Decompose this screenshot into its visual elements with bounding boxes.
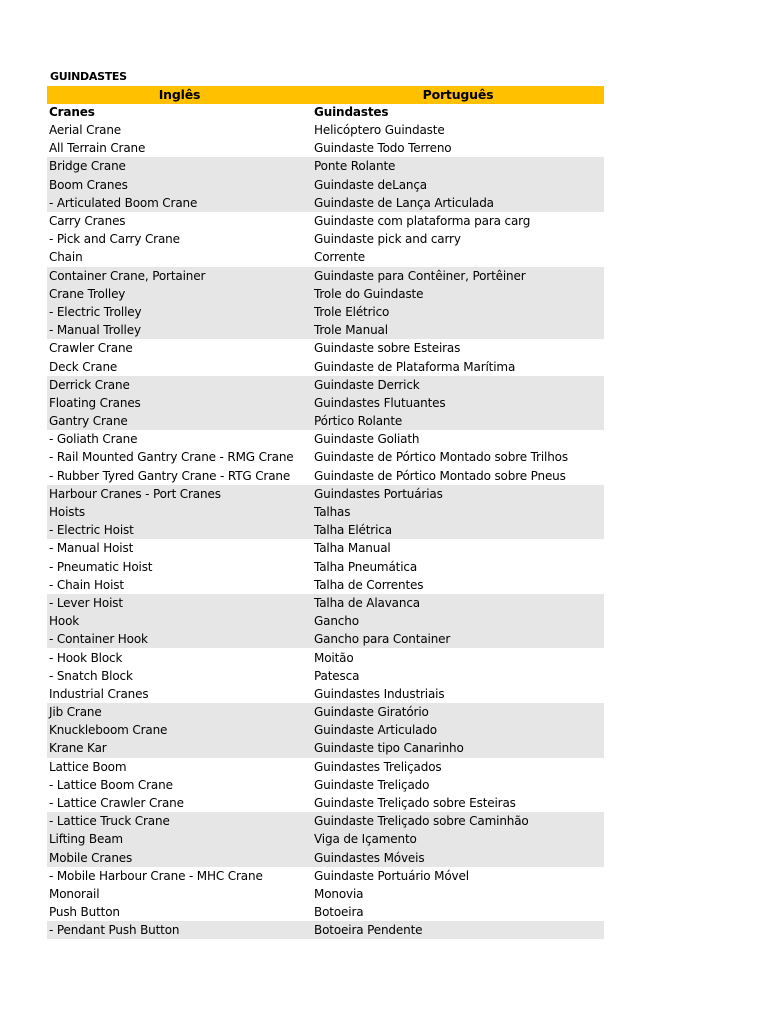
glossary-body — [47, 104, 604, 939]
term-portuguese: Helicóptero Guindaste — [314, 123, 445, 138]
table-row — [47, 357, 604, 375]
table-row — [47, 830, 604, 848]
table-row — [47, 867, 604, 885]
term-english: Crawler Crane — [49, 341, 133, 356]
table-row — [47, 594, 604, 612]
table-row — [47, 703, 604, 721]
term-english: - Goliath Crane — [49, 432, 138, 447]
term-english: - Pick and Carry Crane — [49, 232, 180, 247]
table-row — [47, 467, 604, 485]
term-english: - Electric Hoist — [47, 521, 312, 539]
term-english: Krane Kar — [47, 739, 312, 757]
document-title: GUINDASTES — [50, 70, 127, 83]
term-english: - Manual Trolley — [47, 321, 312, 339]
term-english: - Mobile Harbour Crane - MHC Crane — [49, 868, 263, 883]
table-row — [47, 776, 604, 794]
table-row — [47, 267, 604, 285]
section-label-english: Cranes — [49, 105, 95, 119]
term-english: - Container Hook — [47, 630, 312, 648]
term-portuguese: Guindaste Todo Terreno — [314, 141, 452, 156]
table-row — [47, 321, 604, 339]
table-row — [47, 376, 604, 394]
term-portuguese: Botoeira Pendente — [312, 921, 604, 939]
term-portuguese: Guindaste de Plataforma Marítima — [314, 359, 516, 374]
term-portuguese: Talha de Correntes — [314, 577, 424, 592]
term-portuguese: Talha de Alavanca — [312, 594, 604, 612]
term-english: Monorail — [49, 886, 100, 901]
term-english: Gantry Crane — [47, 412, 312, 430]
term-portuguese: Guindaste Portuário Móvel — [314, 868, 469, 883]
table-row — [47, 430, 604, 448]
table-row — [47, 157, 604, 175]
term-portuguese: Guindastes Portuárias — [312, 485, 604, 503]
table-row — [47, 176, 604, 194]
term-english: Crane Trolley — [47, 285, 312, 303]
term-portuguese: Guindaste de Lança Articulada — [312, 194, 604, 212]
table-row — [47, 521, 604, 539]
term-english: Hook — [47, 612, 312, 630]
table-row — [47, 558, 604, 576]
table-row — [47, 139, 604, 157]
term-english: Knuckleboom Crane — [47, 721, 312, 739]
term-english: - Rail Mounted Gantry Crane - RMG Crane — [49, 450, 294, 465]
table-row — [47, 212, 604, 230]
term-portuguese: Botoeira — [314, 905, 364, 920]
table-row — [47, 485, 604, 503]
term-english: - Manual Hoist — [49, 541, 134, 556]
table-row — [47, 630, 604, 648]
term-portuguese: Patesca — [314, 668, 360, 683]
term-english: Mobile Cranes — [47, 849, 312, 867]
term-portuguese: Guindaste pick and carry — [314, 232, 461, 247]
term-portuguese: Guindastes Flutuantes — [312, 394, 604, 412]
term-english: All Terrain Crane — [49, 141, 146, 156]
table-row — [47, 648, 604, 666]
term-english: Lifting Beam — [47, 830, 312, 848]
table-row — [47, 539, 604, 557]
term-portuguese: Viga de Içamento — [312, 830, 604, 848]
term-english: - Chain Hoist — [49, 577, 124, 592]
term-portuguese: Trole do Guindaste — [312, 285, 604, 303]
table-row — [47, 849, 604, 867]
term-english: Derrick Crane — [47, 376, 312, 394]
table-row — [47, 612, 604, 630]
term-english: Industrial Cranes — [49, 686, 149, 701]
table-row — [47, 685, 604, 703]
section-header-row — [47, 104, 604, 121]
table-row — [47, 885, 604, 903]
term-portuguese: Talha Manual — [314, 541, 391, 556]
term-english: - Pneumatic Hoist — [49, 559, 153, 574]
term-english: - Lattice Crawler Crane — [49, 796, 184, 811]
term-portuguese: Guindastes Móveis — [312, 849, 604, 867]
term-english: Bridge Crane — [47, 157, 312, 175]
table-row — [47, 412, 604, 430]
table-row — [47, 503, 604, 521]
term-english: Carry Cranes — [49, 214, 126, 229]
table-row — [47, 394, 604, 412]
term-portuguese: Guindastes Industriais — [314, 686, 445, 701]
term-english: Lattice Boom — [49, 759, 127, 774]
term-portuguese: Guindaste Derrick — [312, 376, 604, 394]
table-row — [47, 721, 604, 739]
term-portuguese: Guindaste com plataforma para carg — [314, 214, 531, 229]
term-english: - Lattice Truck Crane — [47, 812, 312, 830]
term-english: - Electric Trolley — [47, 303, 312, 321]
table-row — [47, 285, 604, 303]
term-portuguese: Guindaste deLança — [312, 176, 604, 194]
term-english: Chain — [49, 250, 83, 265]
term-portuguese: Guindaste Articulado — [312, 721, 604, 739]
glossary-table — [47, 86, 604, 939]
term-portuguese: Monovia — [314, 886, 364, 901]
table-row — [47, 194, 604, 212]
term-portuguese: Talha Elétrica — [312, 521, 604, 539]
term-english: - Hook Block — [49, 650, 123, 665]
column-header-portuguese: Português — [312, 86, 604, 104]
table-row — [47, 667, 604, 685]
term-portuguese: Guindaste Treliçado sobre Caminhão — [312, 812, 604, 830]
term-portuguese: Moitão — [314, 650, 354, 665]
term-portuguese: Guindaste de Pórtico Montado sobre Trilhos — [314, 450, 568, 465]
table-row — [47, 230, 604, 248]
table-row — [47, 758, 604, 776]
table-row — [47, 121, 604, 139]
term-english: - Pendant Push Button — [47, 921, 312, 939]
term-portuguese: Gancho — [312, 612, 604, 630]
table-row — [47, 248, 604, 266]
term-portuguese: Guindaste Treliçado sobre Esteiras — [314, 796, 516, 811]
table-row — [47, 903, 604, 921]
term-english: - Rubber Tyred Gantry Crane - RTG Crane — [49, 468, 291, 483]
term-english: Deck Crane — [49, 359, 118, 374]
term-portuguese: Talhas — [312, 503, 604, 521]
term-portuguese: Ponte Rolante — [312, 157, 604, 175]
table-row — [47, 448, 604, 466]
table-row — [47, 576, 604, 594]
term-english: - Lever Hoist — [47, 594, 312, 612]
term-portuguese: Trole Elétrico — [312, 303, 604, 321]
term-portuguese: Trole Manual — [312, 321, 604, 339]
term-portuguese: Guindastes Treliçados — [314, 759, 442, 774]
table-row — [47, 303, 604, 321]
term-portuguese: Guindaste tipo Canarinho — [312, 739, 604, 757]
term-english: - Snatch Block — [49, 668, 133, 683]
term-portuguese: Guindaste de Pórtico Montado sobre Pneus — [314, 468, 566, 483]
term-portuguese: Guindaste para Contêiner, Portêiner — [312, 267, 604, 285]
term-english: Hoists — [47, 503, 312, 521]
header-row — [47, 86, 604, 104]
term-portuguese: Corrente — [314, 250, 365, 265]
term-english: - Lattice Boom Crane — [49, 777, 173, 792]
table-row — [47, 812, 604, 830]
term-portuguese: Talha Pneumática — [314, 559, 418, 574]
term-portuguese: Gancho para Container — [312, 630, 604, 648]
term-portuguese: Guindaste Treliçado — [314, 777, 430, 792]
table-row — [47, 339, 604, 357]
term-english: - Articulated Boom Crane — [47, 194, 312, 212]
table-row — [47, 739, 604, 757]
term-english: Aerial Crane — [49, 123, 122, 138]
term-english: Push Button — [49, 905, 120, 920]
term-english: Floating Cranes — [47, 394, 312, 412]
term-portuguese: Guindaste Goliath — [314, 432, 420, 447]
term-portuguese: Guindaste Giratório — [312, 703, 604, 721]
term-portuguese: Guindaste sobre Esteiras — [314, 341, 461, 356]
column-header-english: Inglês — [47, 86, 312, 104]
table-row — [47, 921, 604, 939]
term-portuguese: Pórtico Rolante — [312, 412, 604, 430]
term-english: Boom Cranes — [47, 176, 312, 194]
section-label-portuguese: Guindastes — [314, 105, 389, 119]
term-english: Harbour Cranes - Port Cranes — [47, 485, 312, 503]
term-english: Jib Crane — [47, 703, 312, 721]
term-english: Container Crane, Portainer — [47, 267, 312, 285]
table-row — [47, 794, 604, 812]
